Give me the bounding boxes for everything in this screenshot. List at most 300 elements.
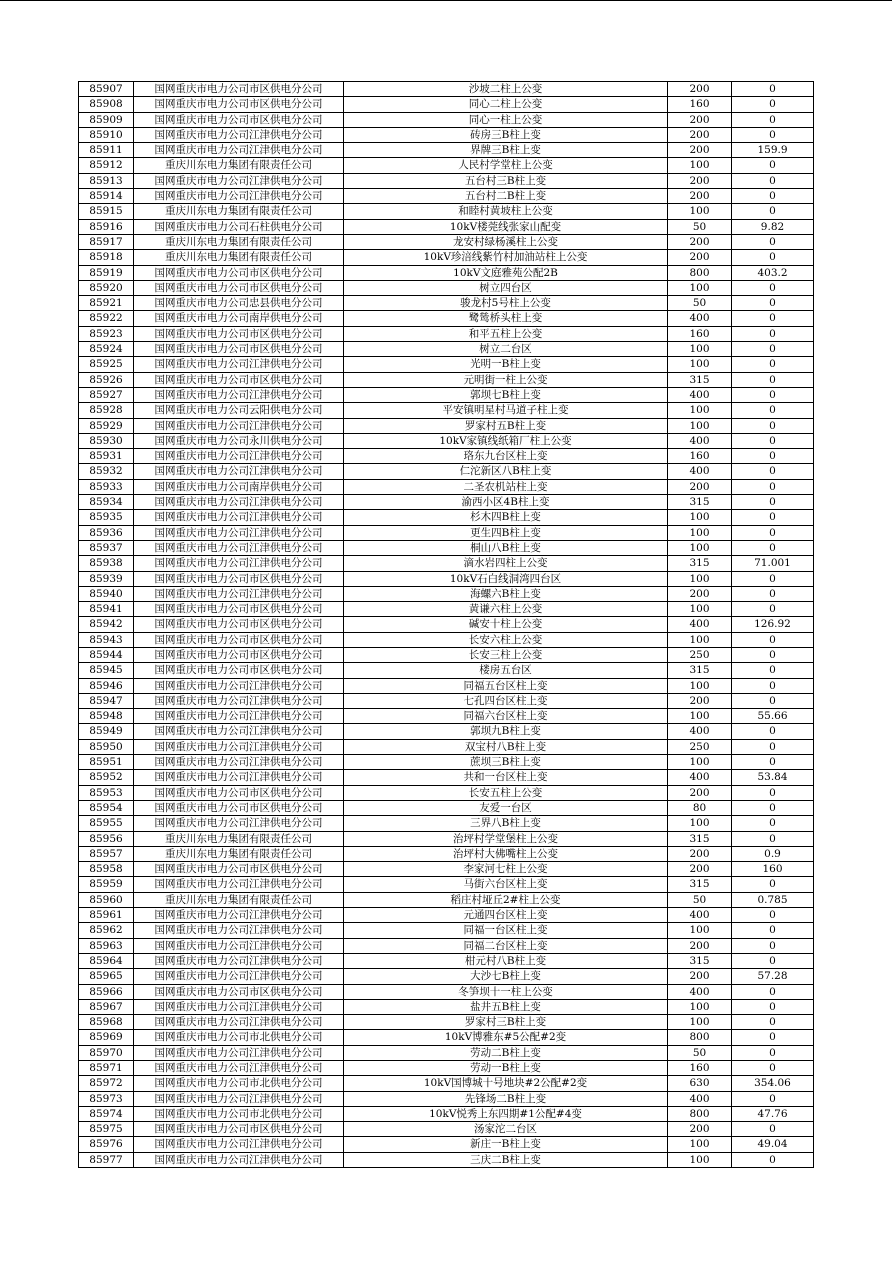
- record-id-cell: 85936: [79, 525, 134, 540]
- company-cell: 国网重庆市电力公司江津供电分公司: [134, 938, 344, 953]
- company-cell: 国网重庆市电力公司江津供电分公司: [134, 1152, 344, 1167]
- capacity-cell: 200: [668, 250, 732, 265]
- company-cell: 国网重庆市电力公司江津供电分公司: [134, 357, 344, 372]
- record-id-cell: 85915: [79, 204, 134, 219]
- capacity-cell: 100: [668, 678, 732, 693]
- transformer-name-cell: 骏龙村5号柱上公变: [344, 296, 668, 311]
- record-id-cell: 85963: [79, 938, 134, 953]
- transformer-name-cell: 治坪村学堂堡柱上公变: [344, 831, 668, 846]
- company-cell: 国网重庆市电力公司市区供电分公司: [134, 372, 344, 387]
- capacity-cell: 50: [668, 1045, 732, 1060]
- company-cell: 国网重庆市电力公司江津供电分公司: [134, 387, 344, 402]
- transformer-name-cell: 同福六台区柱上变: [344, 709, 668, 724]
- capacity-cell: 800: [668, 1106, 732, 1121]
- capacity-cell: 200: [668, 82, 732, 97]
- table-row: [79, 342, 814, 357]
- transformer-name-cell: 桐山八B柱上变: [344, 540, 668, 555]
- transformer-name-cell: 共和一台区柱上变: [344, 770, 668, 785]
- capacity-cell: 400: [668, 724, 732, 739]
- value-cell: 0: [732, 158, 814, 173]
- company-cell: 国网重庆市电力公司江津供电分公司: [134, 510, 344, 525]
- record-id-cell: 85925: [79, 357, 134, 372]
- transformer-name-cell: 李家河七柱上公变: [344, 862, 668, 877]
- table-row: [79, 82, 814, 97]
- transformer-name-cell: 汤家沱二台区: [344, 1122, 668, 1137]
- company-cell: 重庆川东电力集团有限责任公司: [134, 158, 344, 173]
- record-id-cell: 85932: [79, 464, 134, 479]
- table-row: [79, 495, 814, 510]
- transformer-name-cell: 长安三柱上公变: [344, 647, 668, 662]
- value-cell: 0: [732, 877, 814, 892]
- table-row: [79, 418, 814, 433]
- capacity-cell: 160: [668, 326, 732, 341]
- company-cell: 国网重庆市电力公司江津供电分公司: [134, 525, 344, 540]
- company-cell: 国网重庆市电力公司云阳供电分公司: [134, 403, 344, 418]
- record-id-cell: 85969: [79, 1030, 134, 1045]
- company-cell: 国网重庆市电力公司市区供电分公司: [134, 647, 344, 662]
- company-cell: 重庆川东电力集团有限责任公司: [134, 250, 344, 265]
- capacity-cell: 160: [668, 449, 732, 464]
- company-cell: 国网重庆市电力公司石柱供电分公司: [134, 219, 344, 234]
- capacity-cell: 100: [668, 923, 732, 938]
- table-row: [79, 204, 814, 219]
- record-id-cell: 85940: [79, 586, 134, 601]
- record-id-cell: 85913: [79, 173, 134, 188]
- capacity-cell: 100: [668, 602, 732, 617]
- company-cell: 重庆川东电力集团有限责任公司: [134, 831, 344, 846]
- transformer-name-cell: 劳动一B柱上变: [344, 1061, 668, 1076]
- transformer-name-cell: 和平五柱上公变: [344, 326, 668, 341]
- company-cell: 国网重庆市电力公司南岸供电分公司: [134, 479, 344, 494]
- capacity-cell: 50: [668, 892, 732, 907]
- table-row: [79, 999, 814, 1014]
- company-cell: 国网重庆市电力公司江津供电分公司: [134, 173, 344, 188]
- transformer-table: [78, 81, 814, 1168]
- company-cell: 国网重庆市电力公司江津供电分公司: [134, 556, 344, 571]
- capacity-cell: 400: [668, 464, 732, 479]
- value-cell: 403.2: [732, 265, 814, 280]
- table-row: [79, 647, 814, 662]
- value-cell: 0: [732, 1152, 814, 1167]
- capacity-cell: 315: [668, 877, 732, 892]
- value-cell: 0: [732, 342, 814, 357]
- table-row: [79, 219, 814, 234]
- capacity-cell: 200: [668, 862, 732, 877]
- company-cell: 国网重庆市电力公司江津供电分公司: [134, 1045, 344, 1060]
- table-row: [79, 449, 814, 464]
- company-cell: 国网重庆市电力公司江津供电分公司: [134, 770, 344, 785]
- capacity-cell: 100: [668, 1137, 732, 1152]
- table-row: [79, 250, 814, 265]
- value-cell: 57.28: [732, 969, 814, 984]
- table-row: [79, 953, 814, 968]
- table-row: [79, 800, 814, 815]
- record-id-cell: 85952: [79, 770, 134, 785]
- table-row: [79, 709, 814, 724]
- company-cell: 国网重庆市电力公司江津供电分公司: [134, 693, 344, 708]
- capacity-cell: 200: [668, 234, 732, 249]
- record-id-cell: 85920: [79, 280, 134, 295]
- capacity-cell: 400: [668, 433, 732, 448]
- table-row: [79, 602, 814, 617]
- capacity-cell: 160: [668, 1061, 732, 1076]
- transformer-name-cell: 更生四B柱上变: [344, 525, 668, 540]
- record-id-cell: 85945: [79, 663, 134, 678]
- page-top-rule: [0, 0, 892, 1]
- table-row: [79, 1091, 814, 1106]
- transformer-name-cell: 冬笋坝十一柱上公变: [344, 984, 668, 999]
- transformer-name-cell: 龙安村绿杨溪柱上公变: [344, 234, 668, 249]
- capacity-cell: 100: [668, 1015, 732, 1030]
- capacity-cell: 400: [668, 617, 732, 632]
- company-cell: 国网重庆市电力公司市区供电分公司: [134, 1122, 344, 1137]
- value-cell: 0: [732, 1091, 814, 1106]
- record-id-cell: 85924: [79, 342, 134, 357]
- transformer-name-cell: 三庆二B柱上变: [344, 1152, 668, 1167]
- company-cell: 国网重庆市电力公司市区供电分公司: [134, 785, 344, 800]
- table-row: [79, 326, 814, 341]
- record-id-cell: 85968: [79, 1015, 134, 1030]
- company-cell: 国网重庆市电力公司市区供电分公司: [134, 571, 344, 586]
- record-id-cell: 85926: [79, 372, 134, 387]
- table-row: [79, 632, 814, 647]
- capacity-cell: 200: [668, 127, 732, 142]
- value-cell: 0: [732, 540, 814, 555]
- capacity-cell: 200: [668, 189, 732, 204]
- record-id-cell: 85928: [79, 403, 134, 418]
- company-cell: 国网重庆市电力公司市区供电分公司: [134, 82, 344, 97]
- table-row: [79, 158, 814, 173]
- table-row: [79, 693, 814, 708]
- capacity-cell: 100: [668, 755, 732, 770]
- company-cell: 国网重庆市电力公司永川供电分公司: [134, 433, 344, 448]
- record-id-cell: 85908: [79, 97, 134, 112]
- record-id-cell: 85951: [79, 755, 134, 770]
- value-cell: 0: [732, 250, 814, 265]
- capacity-cell: 250: [668, 739, 732, 754]
- transformer-name-cell: 长安六柱上公变: [344, 632, 668, 647]
- record-id-cell: 85948: [79, 709, 134, 724]
- transformer-name-cell: 人民村学堂柱上公变: [344, 158, 668, 173]
- table-row: [79, 97, 814, 112]
- record-id-cell: 85966: [79, 984, 134, 999]
- company-cell: 国网重庆市电力公司江津供电分公司: [134, 1091, 344, 1106]
- table-row: [79, 770, 814, 785]
- company-cell: 国网重庆市电力公司江津供电分公司: [134, 969, 344, 984]
- company-cell: 国网重庆市电力公司江津供电分公司: [134, 586, 344, 601]
- capacity-cell: 80: [668, 800, 732, 815]
- table-row: [79, 1122, 814, 1137]
- transformer-name-cell: 黄谦六柱上公变: [344, 602, 668, 617]
- company-cell: 国网重庆市电力公司南岸供电分公司: [134, 311, 344, 326]
- capacity-cell: 100: [668, 403, 732, 418]
- transformer-name-cell: 砖房三B柱上变: [344, 127, 668, 142]
- transformer-name-cell: 罗家村五B柱上变: [344, 418, 668, 433]
- transformer-name-cell: 10kV楼莞线张家山配变: [344, 219, 668, 234]
- table-row: [79, 372, 814, 387]
- capacity-cell: 315: [668, 953, 732, 968]
- record-id-cell: 85973: [79, 1091, 134, 1106]
- company-cell: 国网重庆市电力公司市区供电分公司: [134, 663, 344, 678]
- value-cell: 0: [732, 984, 814, 999]
- transformer-name-cell: 同心一柱上公变: [344, 112, 668, 127]
- transformer-name-cell: 滴水岩四柱上公变: [344, 556, 668, 571]
- transformer-name-cell: 同福一台区柱上变: [344, 923, 668, 938]
- value-cell: 0: [732, 816, 814, 831]
- record-id-cell: 85943: [79, 632, 134, 647]
- capacity-cell: 100: [668, 357, 732, 372]
- value-cell: 0: [732, 127, 814, 142]
- value-cell: 126.92: [732, 617, 814, 632]
- company-cell: 国网重庆市电力公司江津供电分公司: [134, 678, 344, 693]
- record-id-cell: 85956: [79, 831, 134, 846]
- record-id-cell: 85914: [79, 189, 134, 204]
- value-cell: 0: [732, 586, 814, 601]
- transformer-name-cell: 珞东九台区柱上变: [344, 449, 668, 464]
- transformer-name-cell: 七孔四台区柱上变: [344, 693, 668, 708]
- table-row: [79, 816, 814, 831]
- transformer-name-cell: 治坪村大佛嘴柱上公变: [344, 846, 668, 861]
- transformer-name-cell: 长安五柱上公变: [344, 785, 668, 800]
- value-cell: 0: [732, 296, 814, 311]
- company-cell: 国网重庆市电力公司江津供电分公司: [134, 540, 344, 555]
- company-cell: 重庆川东电力集团有限责任公司: [134, 234, 344, 249]
- table-row: [79, 969, 814, 984]
- record-id-cell: 85972: [79, 1076, 134, 1091]
- table-row: [79, 586, 814, 601]
- value-cell: 0: [732, 97, 814, 112]
- record-id-cell: 85949: [79, 724, 134, 739]
- capacity-cell: 100: [668, 158, 732, 173]
- capacity-cell: 100: [668, 709, 732, 724]
- company-cell: 国网重庆市电力公司江津供电分公司: [134, 495, 344, 510]
- transformer-name-cell: 三界八B柱上变: [344, 816, 668, 831]
- company-cell: 国网重庆市电力公司市区供电分公司: [134, 632, 344, 647]
- company-cell: 国网重庆市电力公司江津供电分公司: [134, 877, 344, 892]
- capacity-cell: 100: [668, 525, 732, 540]
- value-cell: 49.04: [732, 1137, 814, 1152]
- record-id-cell: 85953: [79, 785, 134, 800]
- value-cell: 0: [732, 173, 814, 188]
- record-id-cell: 85923: [79, 326, 134, 341]
- record-id-cell: 85933: [79, 479, 134, 494]
- company-cell: 国网重庆市电力公司江津供电分公司: [134, 464, 344, 479]
- value-cell: 0: [732, 678, 814, 693]
- table-row: [79, 112, 814, 127]
- value-cell: 0: [732, 403, 814, 418]
- value-cell: 0: [732, 739, 814, 754]
- transformer-name-cell: 郭坝九B柱上变: [344, 724, 668, 739]
- transformer-name-cell: 先锋场二B柱上变: [344, 1091, 668, 1106]
- transformer-name-cell: 光明一B柱上变: [344, 357, 668, 372]
- value-cell: 159.9: [732, 143, 814, 158]
- company-cell: 国网重庆市电力公司市北供电分公司: [134, 1076, 344, 1091]
- company-cell: 国网重庆市电力公司市区供电分公司: [134, 265, 344, 280]
- value-cell: 0: [732, 1122, 814, 1137]
- capacity-cell: 315: [668, 663, 732, 678]
- record-id-cell: 85929: [79, 418, 134, 433]
- transformer-name-cell: 海螺六B柱上变: [344, 586, 668, 601]
- table-row: [79, 296, 814, 311]
- record-id-cell: 85959: [79, 877, 134, 892]
- value-cell: 0: [732, 693, 814, 708]
- value-cell: 0: [732, 112, 814, 127]
- value-cell: 160: [732, 862, 814, 877]
- record-id-cell: 85941: [79, 602, 134, 617]
- transformer-name-cell: 元通四台区柱上变: [344, 908, 668, 923]
- transformer-name-cell: 马街六台区柱上变: [344, 877, 668, 892]
- record-id-cell: 85910: [79, 127, 134, 142]
- value-cell: 0: [732, 1061, 814, 1076]
- transformer-name-cell: 仁沱新区八B柱上变: [344, 464, 668, 479]
- value-cell: 0: [732, 280, 814, 295]
- value-cell: 0: [732, 357, 814, 372]
- transformer-name-cell: 盐井五B柱上变: [344, 999, 668, 1014]
- table-row: [79, 617, 814, 632]
- transformer-name-cell: 10kV文庭雅苑公配2B: [344, 265, 668, 280]
- table-row: [79, 311, 814, 326]
- value-cell: 0: [732, 387, 814, 402]
- table-row: [79, 892, 814, 907]
- transformer-name-cell: 郭坝七B柱上变: [344, 387, 668, 402]
- company-cell: 重庆川东电力集团有限责任公司: [134, 892, 344, 907]
- table-row: [79, 265, 814, 280]
- company-cell: 国网重庆市电力公司市区供电分公司: [134, 280, 344, 295]
- record-id-cell: 85950: [79, 739, 134, 754]
- value-cell: 0: [732, 418, 814, 433]
- capacity-cell: 200: [668, 112, 732, 127]
- table-row: [79, 1137, 814, 1152]
- capacity-cell: 200: [668, 938, 732, 953]
- transformer-name-cell: 五台村三B柱上变: [344, 173, 668, 188]
- capacity-cell: 630: [668, 1076, 732, 1091]
- value-cell: 0: [732, 189, 814, 204]
- company-cell: 国网重庆市电力公司市区供电分公司: [134, 112, 344, 127]
- transformer-name-cell: 蔗坝三B柱上变: [344, 755, 668, 770]
- table-row: [79, 433, 814, 448]
- table-row: [79, 556, 814, 571]
- transformer-name-cell: 10kV珍涪线紫竹村加油站柱上公变: [344, 250, 668, 265]
- value-cell: 0.9: [732, 846, 814, 861]
- transformer-name-cell: 树立二台区: [344, 342, 668, 357]
- table-body: [79, 82, 814, 1168]
- table-row: [79, 938, 814, 953]
- transformer-name-cell: 和睦村黄坡柱上公变: [344, 204, 668, 219]
- record-id-cell: 85931: [79, 449, 134, 464]
- record-id-cell: 85971: [79, 1061, 134, 1076]
- capacity-cell: 400: [668, 908, 732, 923]
- transformer-name-cell: 同福五台区柱上变: [344, 678, 668, 693]
- value-cell: 0: [732, 311, 814, 326]
- table-row: [79, 1152, 814, 1167]
- capacity-cell: 200: [668, 586, 732, 601]
- company-cell: 国网重庆市电力公司市区供电分公司: [134, 97, 344, 112]
- transformer-name-cell: 杉木四B柱上变: [344, 510, 668, 525]
- company-cell: 国网重庆市电力公司江津供电分公司: [134, 724, 344, 739]
- capacity-cell: 250: [668, 647, 732, 662]
- company-cell: 国网重庆市电力公司江津供电分公司: [134, 953, 344, 968]
- value-cell: 0: [732, 755, 814, 770]
- company-cell: 国网重庆市电力公司市北供电分公司: [134, 1106, 344, 1121]
- value-cell: 0: [732, 1030, 814, 1045]
- capacity-cell: 200: [668, 969, 732, 984]
- value-cell: 0: [732, 433, 814, 448]
- capacity-cell: 200: [668, 143, 732, 158]
- value-cell: 0: [732, 647, 814, 662]
- company-cell: 国网重庆市电力公司江津供电分公司: [134, 1061, 344, 1076]
- table-row: [79, 984, 814, 999]
- value-cell: 0: [732, 724, 814, 739]
- transformer-name-cell: 稻庄村垭丘2#柱上公变: [344, 892, 668, 907]
- record-id-cell: 85970: [79, 1045, 134, 1060]
- capacity-cell: 100: [668, 571, 732, 586]
- company-cell: 国网重庆市电力公司江津供电分公司: [134, 418, 344, 433]
- value-cell: 0: [732, 923, 814, 938]
- table-row: [79, 1076, 814, 1091]
- transformer-name-cell: 新庄一B柱上变: [344, 1137, 668, 1152]
- company-cell: 国网重庆市电力公司江津供电分公司: [134, 739, 344, 754]
- table-row: [79, 755, 814, 770]
- capacity-cell: 400: [668, 387, 732, 402]
- transformer-name-cell: 10kV国博城十号地块#2公配#2变: [344, 1076, 668, 1091]
- transformer-name-cell: 10kV悦秀上东四期#1公配#4变: [344, 1106, 668, 1121]
- record-id-cell: 85919: [79, 265, 134, 280]
- table-row: [79, 525, 814, 540]
- value-cell: 0: [732, 602, 814, 617]
- table-row: [79, 846, 814, 861]
- table-row: [79, 540, 814, 555]
- record-id-cell: 85916: [79, 219, 134, 234]
- company-cell: 国网重庆市电力公司江津供电分公司: [134, 923, 344, 938]
- record-id-cell: 85917: [79, 234, 134, 249]
- value-cell: 0: [732, 234, 814, 249]
- transformer-name-cell: 10kV石白线洞湾四台区: [344, 571, 668, 586]
- value-cell: 0: [732, 663, 814, 678]
- record-id-cell: 85946: [79, 678, 134, 693]
- capacity-cell: 200: [668, 173, 732, 188]
- value-cell: 0: [732, 525, 814, 540]
- record-id-cell: 85960: [79, 892, 134, 907]
- capacity-cell: 200: [668, 785, 732, 800]
- capacity-cell: 200: [668, 693, 732, 708]
- record-id-cell: 85911: [79, 143, 134, 158]
- record-id-cell: 85954: [79, 800, 134, 815]
- record-id-cell: 85937: [79, 540, 134, 555]
- transformer-name-cell: 10kV博雅东#5公配#2变: [344, 1030, 668, 1045]
- capacity-cell: 800: [668, 1030, 732, 1045]
- record-id-cell: 85930: [79, 433, 134, 448]
- company-cell: 国网重庆市电力公司江津供电分公司: [134, 816, 344, 831]
- capacity-cell: 100: [668, 1152, 732, 1167]
- table-row: [79, 357, 814, 372]
- record-id-cell: 85947: [79, 693, 134, 708]
- company-cell: 国网重庆市电力公司市区供电分公司: [134, 862, 344, 877]
- company-cell: 国网重庆市电力公司江津供电分公司: [134, 999, 344, 1014]
- capacity-cell: 100: [668, 418, 732, 433]
- capacity-cell: 315: [668, 831, 732, 846]
- capacity-cell: 100: [668, 816, 732, 831]
- table-row: [79, 403, 814, 418]
- table-row: [79, 1030, 814, 1045]
- table-row: [79, 739, 814, 754]
- company-cell: 国网重庆市电力公司江津供电分公司: [134, 189, 344, 204]
- record-id-cell: 85975: [79, 1122, 134, 1137]
- transformer-name-cell: 渝西小区4B柱上变: [344, 495, 668, 510]
- transformer-name-cell: 五台村二B柱上变: [344, 189, 668, 204]
- company-cell: 国网重庆市电力公司江津供电分公司: [134, 709, 344, 724]
- record-id-cell: 85921: [79, 296, 134, 311]
- table-row: [79, 862, 814, 877]
